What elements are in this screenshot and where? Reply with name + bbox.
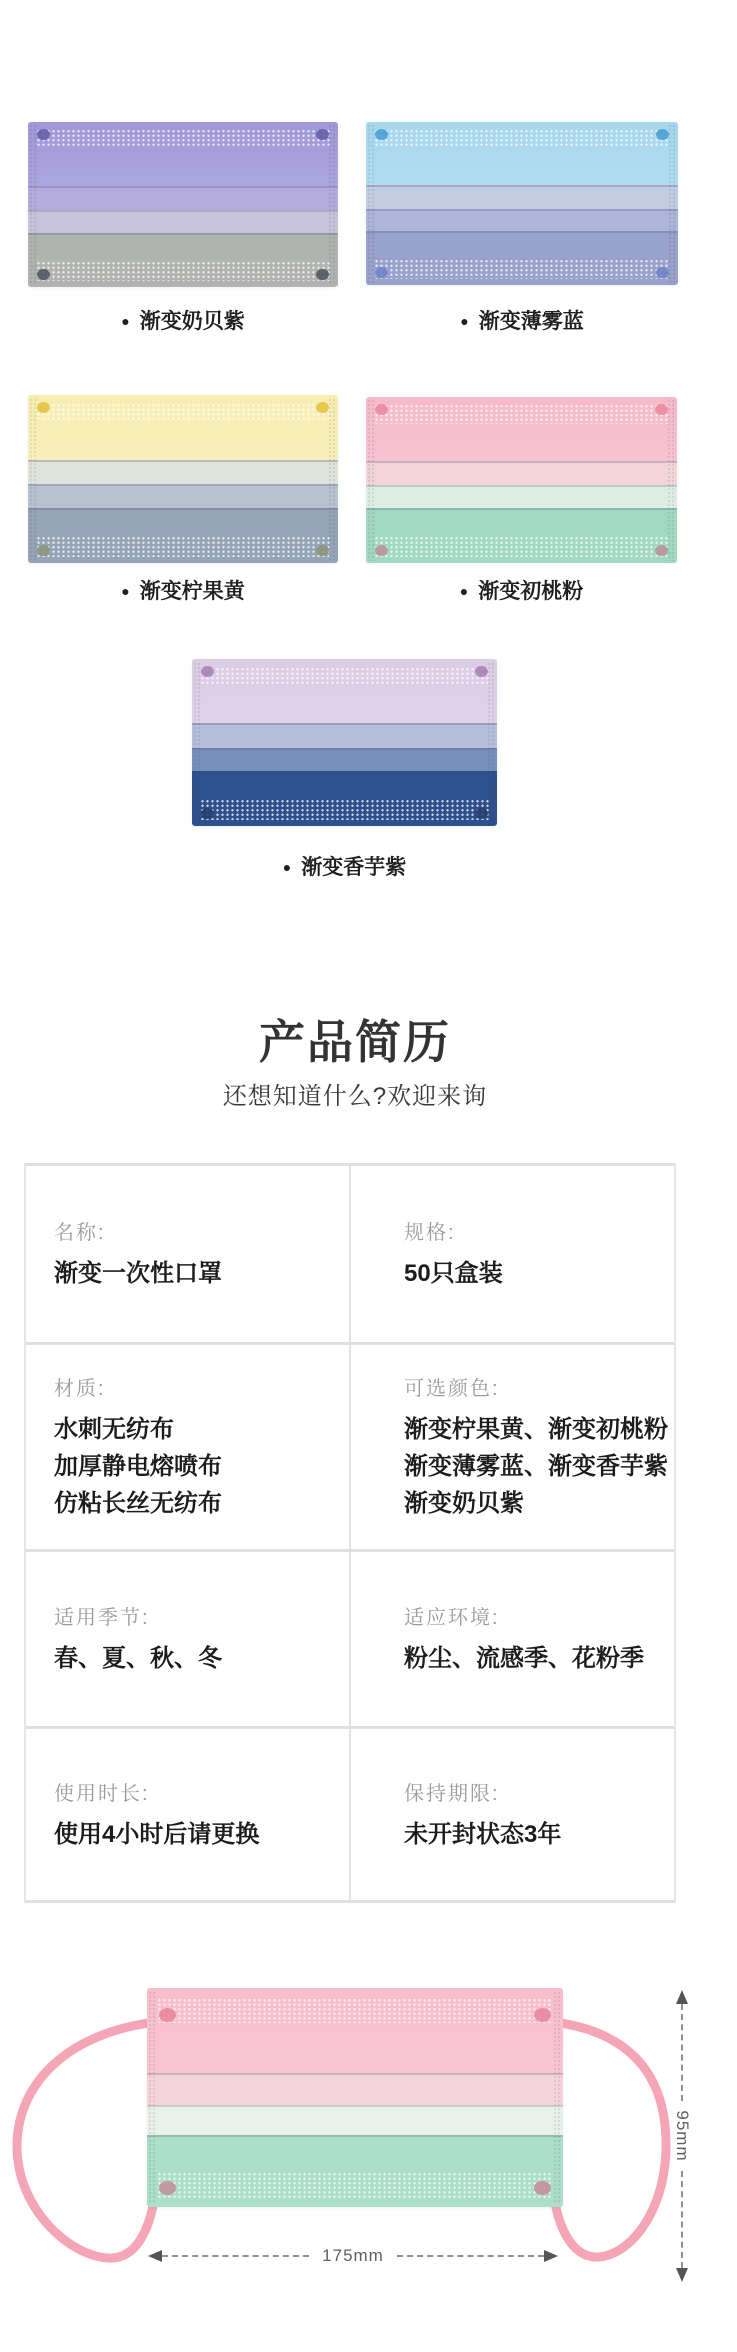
mask-band (28, 186, 338, 210)
spec-label: 使用时长: (54, 1782, 150, 1805)
table-row (26, 1729, 674, 1900)
stitch-dots (36, 261, 331, 282)
section-subtitle: 还想知道什么?欢迎来询 (222, 1083, 488, 1110)
spec-cell-environment (351, 1552, 674, 1726)
table-row (26, 1345, 674, 1552)
mask-edge (668, 124, 677, 282)
weld-dot (375, 404, 388, 415)
mask-image-mist-blue (366, 122, 678, 285)
stitch-dots (374, 129, 670, 148)
arrow-right-icon (544, 2250, 558, 2262)
width-dimension-arrow (148, 2247, 558, 2265)
spec-value: 未开封状态3年 (404, 1820, 562, 1848)
dashed-line (162, 2255, 309, 2257)
mask-band (192, 723, 497, 748)
spec-cell-name (26, 1166, 351, 1342)
mask-edge (487, 662, 496, 824)
arrow-up-icon (676, 1990, 688, 2004)
mask-edge (193, 662, 202, 824)
dashed-line (681, 2004, 683, 2101)
spec-value: 仿粘长丝无纺布 (54, 1490, 222, 1517)
mask-band (147, 2105, 563, 2135)
mask-label-milk-purple (28, 308, 338, 337)
spec-value: 水刺无纺布 (54, 1416, 174, 1443)
weld-dot (37, 545, 50, 556)
stitch-dots (374, 259, 670, 279)
spec-value: 渐变柠果黄、渐变初桃粉 (404, 1416, 668, 1443)
mask-edge (367, 124, 376, 282)
stitch-dots (374, 404, 669, 423)
mask-edge (667, 399, 676, 560)
spec-label: 材质: (54, 1378, 106, 1400)
stitch-dots (157, 2172, 552, 2199)
arrow-left-icon (148, 2250, 162, 2262)
weld-dot (159, 2008, 176, 2022)
mask-label-text: 渐变薄雾蓝 (478, 310, 584, 333)
spec-value: 粉尘、流感季、花粉季 (404, 1645, 644, 1672)
mask-label-text: 渐变香芋紫 (301, 856, 407, 879)
mask-edge (553, 1991, 562, 2203)
stitch-dots (36, 536, 331, 557)
bullet-icon: ● (459, 583, 469, 599)
height-dimension-label-wrap (673, 2101, 691, 2171)
arrow-down-icon (676, 2268, 688, 2282)
mask-image-dimension-figure (147, 1988, 563, 2207)
stitch-dots (36, 403, 331, 422)
stitch-dots (374, 536, 669, 557)
weld-dot (316, 545, 329, 556)
weld-dot (534, 2181, 551, 2195)
bullet-icon: ● (121, 583, 130, 599)
spec-value: 50只盒装 (404, 1260, 503, 1287)
mask-edge (367, 399, 376, 560)
spec-value: 春、夏、秋、冬 (54, 1645, 222, 1672)
mask-label-taro-purple (192, 854, 497, 883)
mask-label-text: 渐变奶贝紫 (139, 310, 245, 333)
mask-band (366, 461, 677, 485)
stitch-dots (200, 667, 490, 686)
bullet-icon: ● (460, 313, 469, 329)
weld-dot (375, 129, 388, 140)
mask-image-lemon-yellow (28, 395, 338, 563)
spec-cell-material (26, 1345, 351, 1549)
weld-dot (201, 808, 214, 819)
section-title: 产品简历 (259, 1016, 451, 1068)
mask-band (28, 210, 338, 233)
dashed-line (397, 2255, 544, 2257)
mask-band (192, 748, 497, 771)
weld-dot (655, 404, 668, 415)
ear-loop-left-icon (17, 2022, 156, 2258)
spec-label: 适用季节: (54, 1607, 150, 1629)
weld-dot (201, 666, 214, 677)
mask-label-peach-pink (366, 578, 677, 607)
weld-dot (316, 269, 329, 280)
stitch-dots (36, 129, 331, 148)
spec-cell-shelf-life (351, 1729, 674, 1900)
height-dimension-arrow (673, 1990, 691, 2282)
weld-dot (37, 269, 50, 280)
width-dimension-label: 175mm (322, 2246, 384, 2265)
spec-value: 使用4小时后请更换 (54, 1820, 260, 1848)
mask-band (366, 185, 678, 209)
stitch-dots (157, 1998, 552, 2023)
mask-edge (148, 1991, 157, 2203)
weld-dot (656, 267, 669, 278)
spec-cell-season (26, 1552, 351, 1726)
spec-value: 加厚静电熔喷布 (54, 1453, 222, 1480)
spec-table (24, 1163, 676, 1903)
weld-dot (316, 402, 329, 413)
weld-dot (37, 129, 50, 140)
spec-label: 可选颜色: (404, 1378, 500, 1400)
mask-band (28, 460, 338, 485)
mask-band (366, 485, 677, 508)
weld-dot (475, 666, 488, 677)
spec-label: 保持期限: (404, 1782, 500, 1805)
table-row (26, 1166, 674, 1345)
weld-dot (37, 402, 50, 413)
mask-band (366, 209, 678, 231)
mask-edge (29, 398, 38, 561)
height-dimension-label: 95mm (673, 2110, 692, 2162)
spec-cell-colors (351, 1345, 674, 1549)
spec-value: 渐变一次性口罩 (54, 1260, 222, 1287)
mask-band (28, 484, 338, 507)
mask-label-mist-blue (366, 308, 678, 337)
bullet-icon: ● (121, 313, 130, 329)
mask-image-taro-purple (192, 659, 497, 826)
spec-cell-usage-time (26, 1729, 351, 1900)
weld-dot (375, 545, 388, 556)
weld-dot (159, 2181, 176, 2195)
weld-dot (375, 267, 388, 278)
stitch-dots (200, 799, 490, 820)
mask-edge (328, 124, 337, 284)
spec-label: 规格: (404, 1222, 456, 1244)
weld-dot (655, 545, 668, 556)
weld-dot (316, 129, 329, 140)
spec-value: 渐变奶贝紫 (404, 1490, 524, 1517)
spec-value: 渐变薄雾蓝、渐变香芋紫 (404, 1453, 668, 1480)
mask-image-peach-pink (366, 397, 677, 563)
mask-edge (328, 398, 337, 561)
spec-label: 适应环境: (404, 1607, 500, 1629)
mask-label-text: 渐变柠果黄 (139, 580, 245, 603)
weld-dot (656, 129, 669, 140)
weld-dot (475, 808, 488, 819)
bullet-icon: ● (282, 859, 292, 875)
ear-loop-right-icon (553, 2022, 666, 2257)
mask-image-milk-purple (28, 122, 338, 287)
spec-label: 名称: (54, 1222, 106, 1244)
mask-edge (29, 124, 38, 284)
mask-band (147, 2073, 563, 2105)
mask-label-lemon-yellow (28, 578, 338, 607)
weld-dot (534, 2008, 551, 2022)
dashed-line (681, 2171, 683, 2268)
mask-label-text: 渐变初桃粉 (478, 580, 584, 603)
spec-cell-spec (351, 1166, 674, 1342)
table-row (26, 1552, 674, 1729)
